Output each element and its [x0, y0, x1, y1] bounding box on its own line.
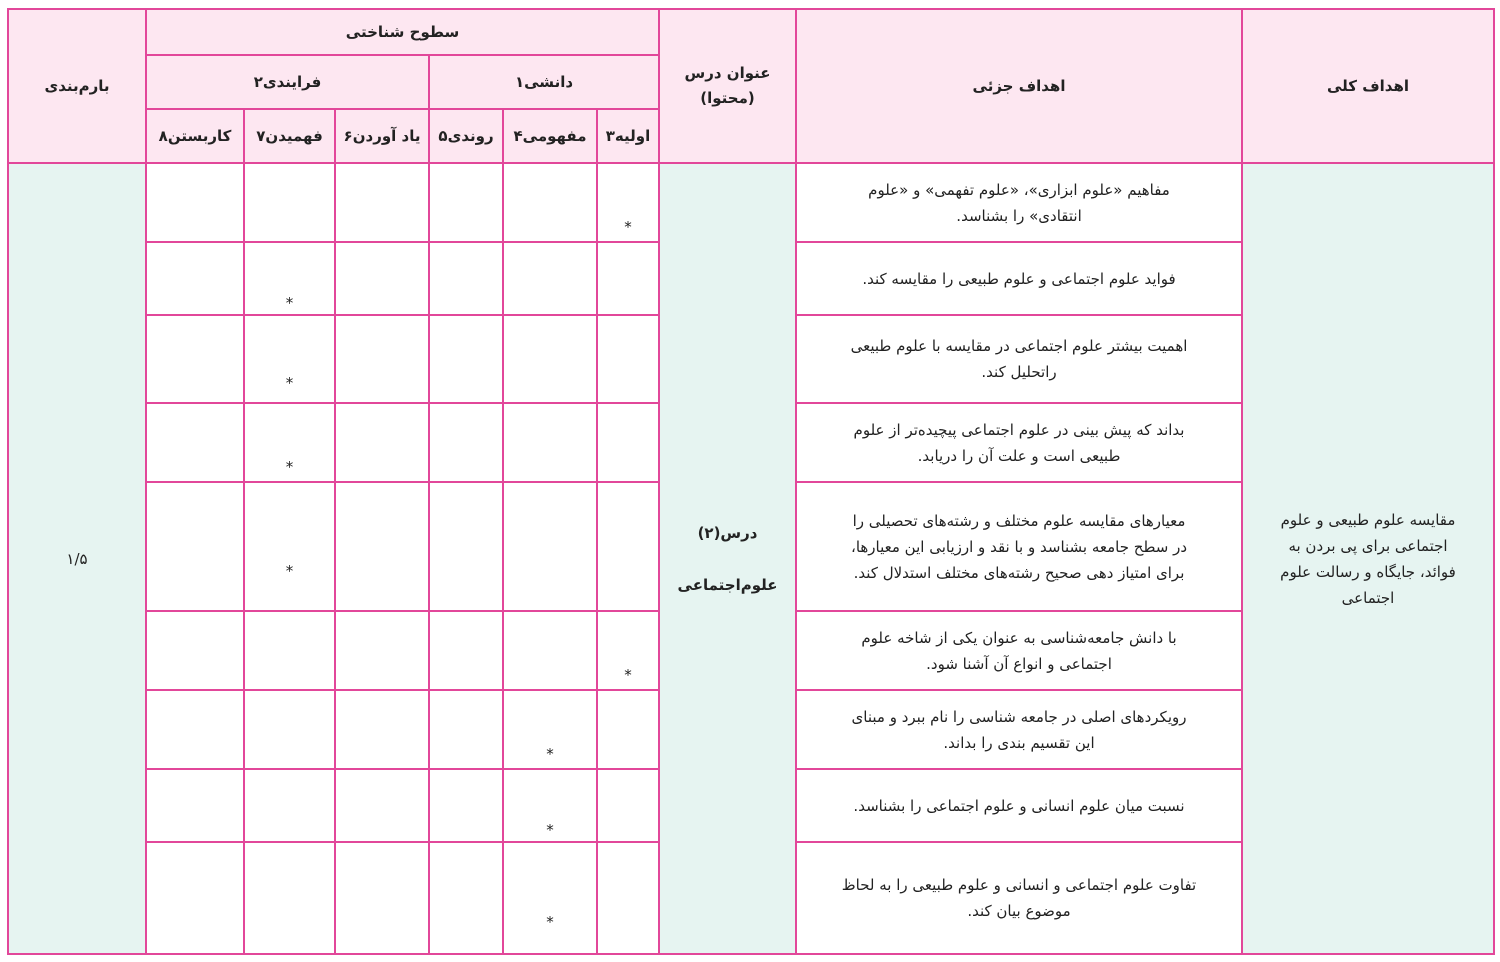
- mark-cell-conceptual: [503, 690, 597, 769]
- asterisk-mark: *: [285, 457, 294, 476]
- header-scoring: بارم‌بندی: [8, 9, 146, 163]
- partial-goal-line: فواید علوم اجتماعی و علوم طبیعی را مقایسه کند.: [862, 269, 1176, 288]
- partial-goal-line: انتقادی» را بشناسد.: [956, 206, 1082, 225]
- mark-cell-apply: [146, 315, 244, 403]
- partial-goal-cell: [796, 163, 1242, 242]
- mark-cell-understand: [244, 315, 335, 403]
- mark-cell-procedural: [429, 403, 503, 482]
- mark-cell-conceptual: [503, 315, 597, 403]
- header-recall: یاد آوردن۶: [335, 109, 429, 163]
- mark-cell-procedural: [429, 163, 503, 242]
- mark-cell-recall: [335, 482, 429, 611]
- mark-cell-conceptual: [503, 842, 597, 954]
- mark-cell-recall: [335, 690, 429, 769]
- partial-goal-cell: [796, 315, 1242, 403]
- header-knowledge: دانشی۱: [429, 55, 659, 109]
- partial-goal-line: معیارهای مقایسه علوم مختلف و رشته‌های تحصیلی را: [852, 511, 1186, 530]
- mark-cell-primary: [597, 482, 659, 611]
- general-goal-line: اجتماعی برای پی بردن به: [1288, 536, 1448, 555]
- partial-goal-cell: [796, 690, 1242, 769]
- mark-cell-apply: [146, 163, 244, 242]
- lesson-topic: علوم‌اجتماعی: [677, 575, 778, 594]
- mark-cell-understand: [244, 611, 335, 690]
- mark-cell-understand: [244, 690, 335, 769]
- objectives-table: [7, 8, 1495, 955]
- mark-cell-understand: [244, 842, 335, 954]
- table-row: [8, 163, 1494, 242]
- header-lesson-title-line2: (محتوا): [700, 89, 755, 107]
- mark-cell-procedural: [429, 842, 503, 954]
- partial-goal-line: در سطح جامعه بشناسد و با نقد و ارزیابی این معیارها،: [850, 537, 1188, 556]
- mark-cell-understand: [244, 482, 335, 611]
- partial-goal-line: اجتماعی و انواع آن آشنا شود.: [926, 654, 1112, 673]
- partial-goal-line: نسبت میان علوم انسانی و علوم اجتماعی را بشناسد.: [853, 796, 1185, 815]
- mark-cell-procedural: [429, 611, 503, 690]
- mark-cell-primary: [597, 611, 659, 690]
- mark-cell-recall: [335, 403, 429, 482]
- partial-goal-line: تفاوت علوم اجتماعی و انسانی و علوم طبیعی را به لحاظ: [841, 876, 1197, 894]
- mark-cell-primary: [597, 315, 659, 403]
- partial-goal-cell: [796, 403, 1242, 482]
- mark-cell-recall: [335, 769, 429, 842]
- asterisk-mark: *: [285, 561, 294, 580]
- partial-goal-line: اهمیت بیشتر علوم اجتماعی در مقایسه با علوم طبیعی: [850, 337, 1188, 355]
- asterisk-mark: *: [624, 665, 632, 684]
- mark-cell-recall: [335, 163, 429, 242]
- mark-cell-conceptual: [503, 163, 597, 242]
- partial-goal-line: طبیعی است و علت آن را دریابد.: [917, 446, 1121, 465]
- mark-cell-primary: [597, 769, 659, 842]
- header-conceptual: مفهومی۴: [503, 109, 597, 163]
- mark-cell-procedural: [429, 690, 503, 769]
- lesson-number: درس(۲): [697, 523, 758, 542]
- partial-goal-line: راتحلیل کند.: [981, 363, 1057, 381]
- header-primary: اولیه۳: [597, 109, 659, 163]
- mark-cell-primary: [597, 242, 659, 315]
- general-goal-line: مقایسه علوم طبیعی و علوم: [1280, 510, 1456, 529]
- partial-goal-cell: [796, 842, 1242, 954]
- partial-goal-line: این تقسیم بندی را بداند.: [943, 733, 1095, 752]
- partial-goal-cell: [796, 482, 1242, 611]
- mark-cell-recall: [335, 242, 429, 315]
- mark-cell-understand: [244, 242, 335, 315]
- header-understand: فهمیدن۷: [244, 109, 335, 163]
- mark-cell-apply: [146, 242, 244, 315]
- mark-cell-procedural: [429, 769, 503, 842]
- score-cell: [8, 163, 146, 954]
- mark-cell-primary: [597, 690, 659, 769]
- mark-cell-procedural: [429, 315, 503, 403]
- mark-cell-apply: [146, 403, 244, 482]
- score-value: ۱/۵: [66, 549, 88, 568]
- general-goal-line: اجتماعی: [1341, 588, 1395, 607]
- header-partial-goals: اهداف جزئی: [796, 9, 1242, 163]
- mark-cell-primary: [597, 163, 659, 242]
- partial-goal-line: مفاهیم «علوم ابزاری»، «علوم تفهمی» و «علوم: [868, 180, 1170, 199]
- mark-cell-understand: [244, 403, 335, 482]
- lesson-content-cell: [659, 163, 796, 954]
- mark-cell-conceptual: [503, 611, 597, 690]
- partial-goal-cell: [796, 769, 1242, 842]
- mark-cell-primary: [597, 403, 659, 482]
- header-procedural: روندی۵: [429, 109, 503, 163]
- mark-cell-recall: [335, 842, 429, 954]
- header-general-goals: اهداف کلی: [1242, 9, 1494, 163]
- header-process: فرایندی۲: [146, 55, 429, 109]
- mark-cell-primary: [597, 842, 659, 954]
- general-goal-line: فوائد، جایگاه و رسالت علوم: [1280, 562, 1456, 581]
- mark-cell-understand: [244, 163, 335, 242]
- asterisk-mark: *: [546, 744, 554, 763]
- partial-goal-line: با دانش جامعه‌شناسی به عنوان یکی از شاخه علوم: [861, 628, 1177, 647]
- partial-goal-line: بداند که پیش بینی در علوم اجتماعی پیچیده‌تر از علوم: [853, 420, 1185, 439]
- mark-cell-conceptual: [503, 242, 597, 315]
- asterisk-mark: *: [624, 217, 632, 236]
- partial-goal-cell: [796, 242, 1242, 315]
- mark-cell-conceptual: [503, 482, 597, 611]
- asterisk-mark: *: [285, 374, 294, 392]
- mark-cell-understand: [244, 769, 335, 842]
- partial-goal-line: موضوع بیان کند.: [967, 902, 1071, 920]
- mark-cell-apply: [146, 611, 244, 690]
- header-lesson-title-line1: عنوان درس: [684, 64, 771, 82]
- general-goal-cell: [1242, 163, 1494, 954]
- mark-cell-conceptual: [503, 769, 597, 842]
- partial-goal-line: برای امتیاز دهی صحیح رشته‌های مختلف استدلال کند.: [853, 563, 1185, 582]
- mark-cell-procedural: [429, 482, 503, 611]
- objectives-table-wrapper: [7, 8, 1493, 955]
- mark-cell-apply: [146, 690, 244, 769]
- header-lesson-title: [659, 9, 796, 163]
- header-cognitive-levels: سطوح شناختی: [146, 9, 659, 55]
- mark-cell-recall: [335, 315, 429, 403]
- mark-cell-apply: [146, 482, 244, 611]
- asterisk-mark: *: [546, 913, 554, 931]
- mark-cell-conceptual: [503, 403, 597, 482]
- mark-cell-apply: [146, 769, 244, 842]
- mark-cell-procedural: [429, 242, 503, 315]
- partial-goal-cell: [796, 611, 1242, 690]
- mark-cell-apply: [146, 842, 244, 954]
- partial-goal-line: رویکردهای اصلی در جامعه شناسی را نام ببرد و مبنای: [851, 707, 1187, 726]
- header-apply: کاربستن۸: [146, 109, 244, 163]
- mark-cell-recall: [335, 611, 429, 690]
- asterisk-mark: *: [285, 293, 294, 312]
- asterisk-mark: *: [546, 820, 554, 839]
